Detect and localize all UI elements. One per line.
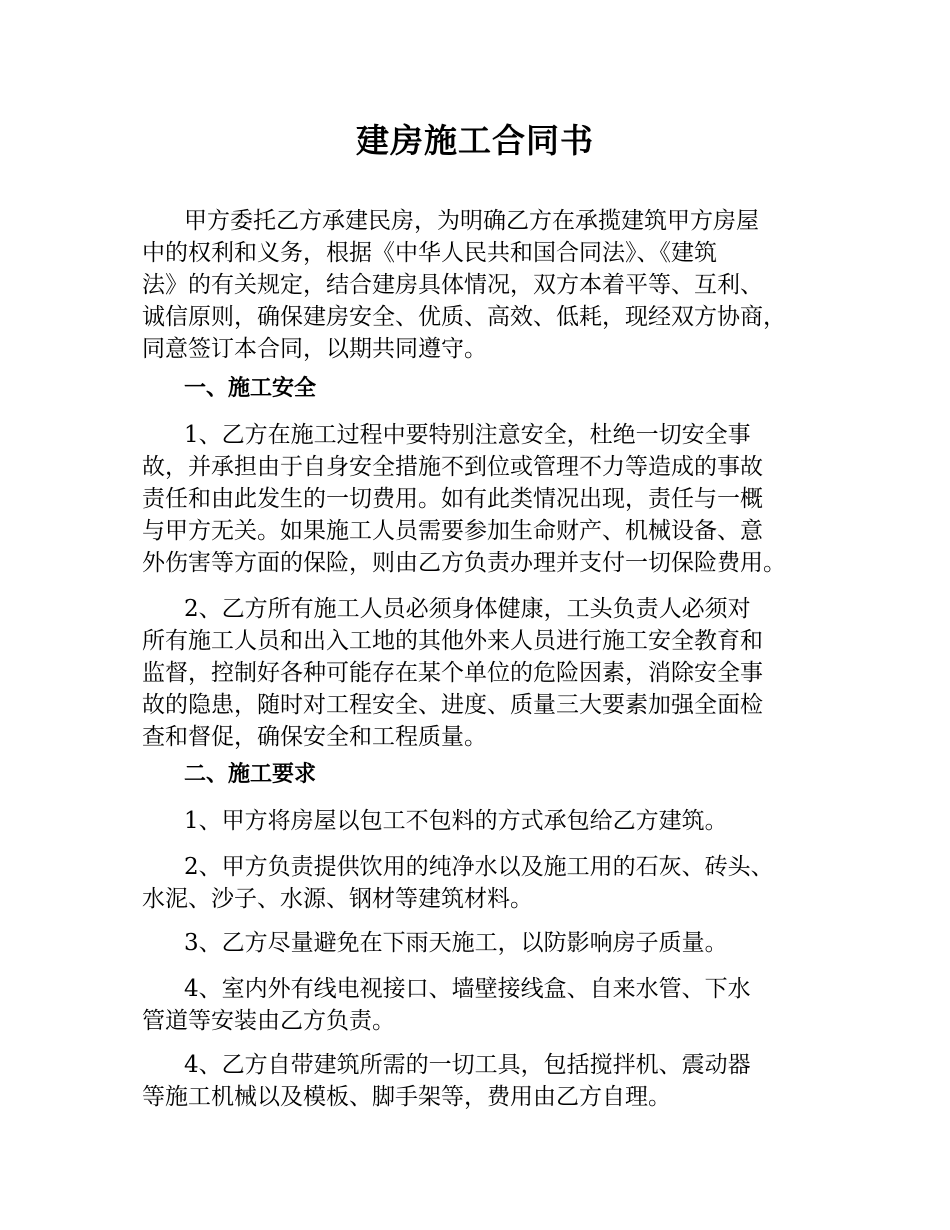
clause-line: 故，并承担由于自身安全措施不到位或管理不力等造成的事故 bbox=[142, 454, 763, 480]
clause-line: 4、室内外有线电视接口、墙壁接线盒、自来水管、下水 bbox=[184, 976, 751, 1002]
clause-line: 故的隐患，随时对工程安全、进度、质量三大要素加强全面检 bbox=[142, 692, 763, 718]
intro-line: 法》的有关规定，结合建房具体情况，双方本着平等、互利、 bbox=[142, 272, 763, 298]
intro-line: 同意签订本合同，以期共同遵守。 bbox=[142, 336, 487, 362]
section-heading-requirements: 二、施工要求 bbox=[184, 762, 317, 787]
clause-line: 3、乙方尽量避免在下雨天施工，以防影响房子质量。 bbox=[184, 930, 728, 956]
clause-line: 管道等安装由乙方负责。 bbox=[142, 1008, 395, 1034]
clause-line: 所有施工人员和出入工地的其他外来人员进行施工安全教育和 bbox=[142, 628, 763, 654]
clause-line: 外伤害等方面的保险，则由乙方负责办理并支付一切保险费用。 bbox=[142, 550, 786, 576]
clause-line: 1、甲方将房屋以包工不包料的方式承包给乙方建筑。 bbox=[184, 808, 728, 834]
document-title: 建房施工合同书 bbox=[356, 121, 594, 160]
clause-line: 水泥、沙子、水源、钢材等建筑材料。 bbox=[142, 886, 533, 912]
clause-line: 2、乙方所有施工人员必须身体健康，工头负责人必须对 bbox=[184, 596, 751, 622]
clause-line: 4、乙方自带建筑所需的一切工具，包括搅拌机、震动器 bbox=[184, 1052, 751, 1078]
clause-line: 2、甲方负责提供饮用的纯净水以及施工用的石灰、砖头、 bbox=[184, 854, 774, 880]
clause-line: 1、乙方在施工过程中要特别注意安全，杜绝一切安全事 bbox=[184, 422, 751, 448]
intro-line: 中的权利和义务，根据《中华人民共和国合同法》、《建筑 bbox=[142, 240, 717, 266]
intro-line: 诚信原则，确保建房安全、优质、高效、低耗，现经双方协商， bbox=[142, 304, 786, 330]
clause-line: 等施工机械以及模板、脚手架等，费用由乙方自理。 bbox=[142, 1084, 671, 1110]
clause-line: 责任和由此发生的一切费用。如有此类情况出现，责任与一概 bbox=[142, 486, 763, 512]
clause-line: 查和督促，确保安全和工程质量。 bbox=[142, 724, 487, 750]
clause-line: 监督，控制好各种可能存在某个单位的危险因素，消除安全事 bbox=[142, 660, 763, 686]
intro-line: 甲方委托乙方承建民房，为明确乙方在承揽建筑甲方房屋 bbox=[184, 208, 759, 234]
section-heading-safety: 一、施工安全 bbox=[184, 376, 317, 401]
clause-line: 与甲方无关。如果施工人员需要参加生命财产、机械设备、意 bbox=[142, 518, 763, 544]
